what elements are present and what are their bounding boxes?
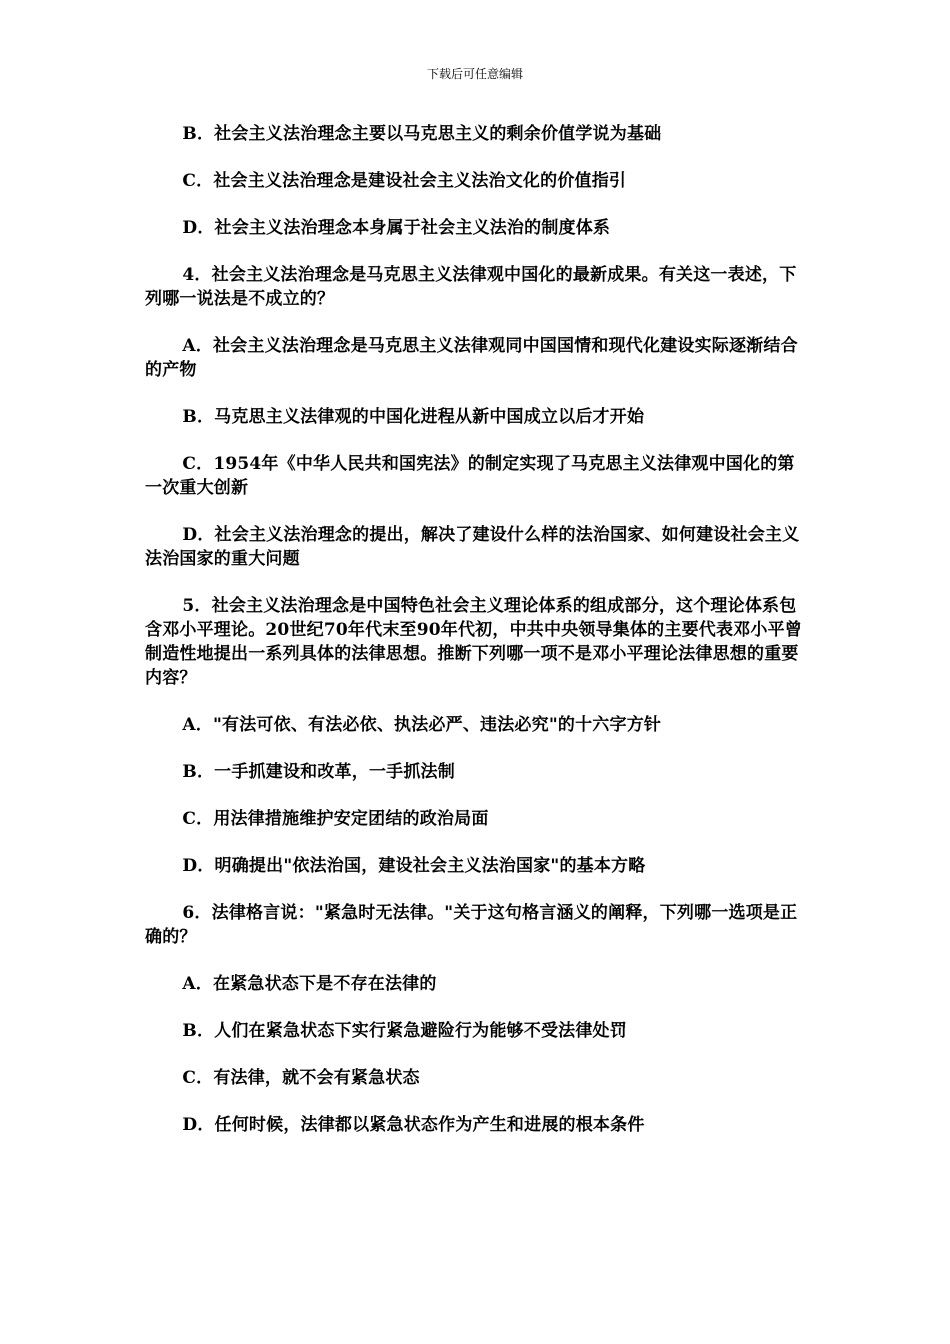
question-5: 5．社会主义法治理念是中国特色社会主义理论体系的组成部分，这个理论体系包含邓小平理论。20世纪70年代末至90年代初，中共中央领导集体的主要代表邓小平曾制造性地提出一系列具体的法律思想。推断下列哪一项不是邓小平理论法律思想的重要内容？ <box>145 596 802 688</box>
question-4: 4．社会主义法治理念是马克思主义法律观中国化的最新成果。有关这一表述，下列哪一说法是不成立的？ <box>145 265 797 309</box>
option-3d: D．社会主义法治理念本身属于社会主义法治的制度体系 <box>182 218 611 238</box>
question-6: 6．法律格言说："紧急时无法律。"关于这句格言涵义的阐释，下列哪一选项是正确的？ <box>145 903 798 947</box>
page-header: 下载后可任意编辑 <box>426 67 523 81</box>
option-5c: C．用法律措施维护安定团结的政治局面 <box>182 809 489 829</box>
option-6c: C．有法律，就不会有紧急状态 <box>182 1068 420 1088</box>
option-4a: A．社会主义法治理念是马克思主义法律观同中国国情和现代化建设实际逐渐结合的产物 <box>145 336 798 380</box>
option-6d: D．任何时候，法律都以紧急状态作为产生和进展的根本条件 <box>182 1115 645 1135</box>
option-4c: C．1954年《中华人民共和国宪法》的制定实现了马克思主义法律观中国化的第一次重大创新 <box>145 454 795 498</box>
document-body <box>145 122 810 1160</box>
option-3c: C．社会主义法治理念是建设社会主义法治文化的价值指引 <box>182 171 627 191</box>
option-5b: B．一手抓建设和改革，一手抓法制 <box>182 762 455 782</box>
option-4d: D．社会主义法治理念的提出，解决了建设什么样的法治国家、如何建设社会主义法治国家的重大问题 <box>145 525 800 569</box>
option-4b: B．马克思主义法律观的中国化进程从新中国成立以后才开始 <box>182 407 645 427</box>
option-6a: A．在紧急状态下是不存在法律的 <box>182 974 437 994</box>
option-5a: A．"有法可依、有法必依、执法必严、违法必究"的十六字方针 <box>182 715 662 735</box>
option-5d: D．明确提出"依法治国，建设社会主义法治国家"的基本方略 <box>182 856 646 876</box>
option-6b: B．人们在紧急状态下实行紧急避险行为能够不受法律处罚 <box>182 1021 627 1041</box>
option-3b: B．社会主义法治理念主要以马克思主义的剩余价值学说为基础 <box>182 124 662 144</box>
